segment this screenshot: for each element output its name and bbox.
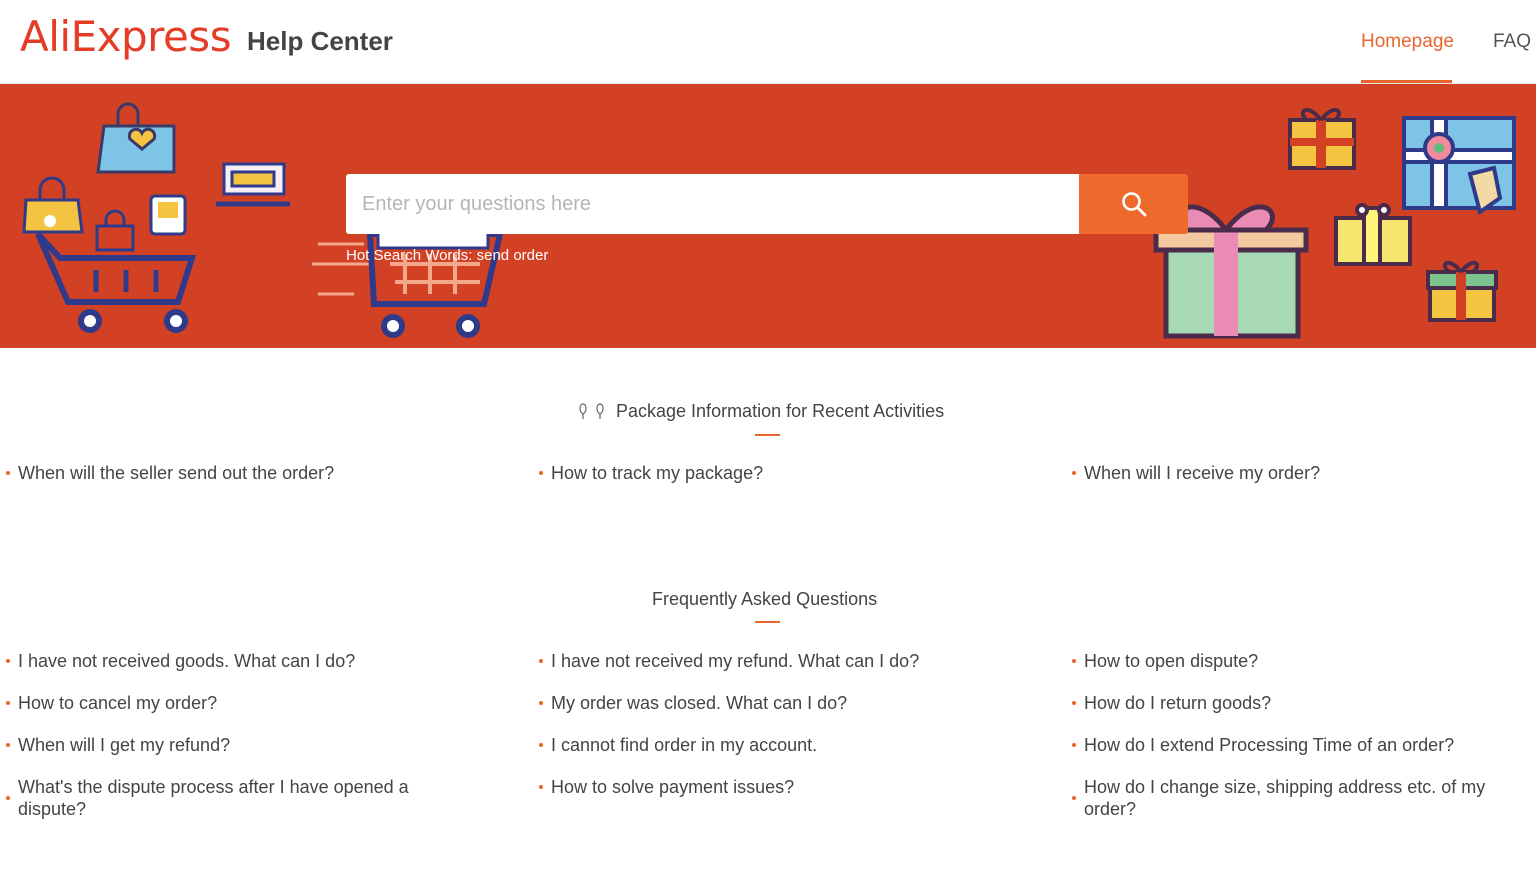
bullet-icon [539, 701, 543, 705]
hot-search-link[interactable]: send order [476, 247, 549, 264]
bullet-icon [6, 796, 10, 800]
laptop-icon [216, 164, 290, 204]
question-text[interactable]: What's the dispute process after I have opened a dispute? [18, 777, 409, 819]
search-input[interactable] [346, 174, 1079, 234]
bullet-icon [539, 785, 543, 789]
small-gift-icon [1428, 263, 1496, 320]
gift-icon-top [1290, 110, 1354, 168]
question-text[interactable]: My order was closed. What can I do? [551, 693, 848, 713]
faq-question[interactable] [551, 776, 794, 798]
recent-question-1[interactable] [18, 462, 334, 484]
search-button[interactable] [1079, 174, 1188, 234]
recent-question-2[interactable] [551, 462, 763, 484]
faq-question[interactable] [1084, 776, 1514, 820]
question-text[interactable]: When will I receive my order? [1084, 463, 1321, 483]
yellow-bag-icon [24, 178, 82, 232]
faq-question[interactable] [18, 650, 355, 672]
bullet-icon [539, 471, 543, 475]
bullet-icon [6, 659, 10, 663]
question-text[interactable]: How to cancel my order? [18, 693, 218, 713]
faq-question[interactable] [1084, 734, 1454, 756]
recent-question-3[interactable] [1084, 462, 1320, 484]
question-text[interactable]: When will I get my refund? [18, 735, 231, 755]
question-text[interactable]: How to open dispute? [1084, 651, 1259, 671]
bullet-icon [539, 659, 543, 663]
aliexpress-logo[interactable]: AliExpress [20, 12, 232, 61]
faq-question[interactable] [551, 734, 817, 756]
bullet-icon [1072, 796, 1076, 800]
nav-active-indicator [1361, 80, 1452, 83]
question-text[interactable]: I have not received my refund. What can I do? [551, 651, 920, 671]
faq-question[interactable] [551, 692, 847, 714]
question-text[interactable]: How do I change size, shipping address etc. of my order? [1084, 777, 1486, 819]
yellow-gift-icon [1336, 205, 1410, 264]
search-icon [1120, 190, 1148, 218]
shopping-bag-icon [98, 104, 174, 172]
leaf-decor-icon [578, 402, 608, 420]
faq-title: Frequently Asked Questions [652, 589, 878, 609]
bullet-icon [1072, 471, 1076, 475]
bullet-icon [6, 743, 10, 747]
question-text[interactable]: I have not received goods. What can I do? [18, 651, 356, 671]
header [0, 0, 1536, 84]
faq-question[interactable] [1084, 650, 1258, 672]
shopping-cart-icon-left [38, 234, 192, 330]
bullet-icon [539, 743, 543, 747]
question-text[interactable]: I cannot find order in my account. [551, 735, 818, 755]
hot-search-words [346, 247, 548, 264]
hot-search-label: Hot Search Words: [346, 247, 473, 264]
nav-faq[interactable]: FAQ [1493, 31, 1532, 52]
small-bag-icon [97, 211, 133, 250]
blue-gift-icon [1404, 118, 1514, 212]
question-text[interactable]: How to solve payment issues? [551, 777, 795, 797]
bullet-icon [1072, 743, 1076, 747]
faq-question[interactable] [1084, 692, 1271, 714]
hero-banner [0, 84, 1536, 348]
question-text[interactable]: How do I extend Processing Time of an order? [1084, 735, 1455, 755]
help-center-title: Help Center [247, 26, 393, 56]
recent-activities-title: Package Information for Recent Activities [616, 401, 945, 421]
nav-homepage[interactable]: Homepage [1361, 31, 1454, 52]
question-text[interactable]: When will the seller send out the order? [18, 463, 335, 483]
bullet-icon [6, 701, 10, 705]
bullet-icon [1072, 701, 1076, 705]
section-divider [755, 434, 780, 436]
faq-question[interactable] [18, 692, 217, 714]
faq-question[interactable] [18, 734, 230, 756]
faq-question[interactable] [551, 650, 919, 672]
faq-question[interactable] [18, 776, 448, 820]
section-divider [755, 621, 780, 623]
bullet-icon [1072, 659, 1076, 663]
tag-icon [151, 196, 185, 234]
bullet-icon [6, 471, 10, 475]
question-text[interactable]: How to track my package? [551, 463, 764, 483]
question-text[interactable]: How do I return goods? [1084, 693, 1272, 713]
